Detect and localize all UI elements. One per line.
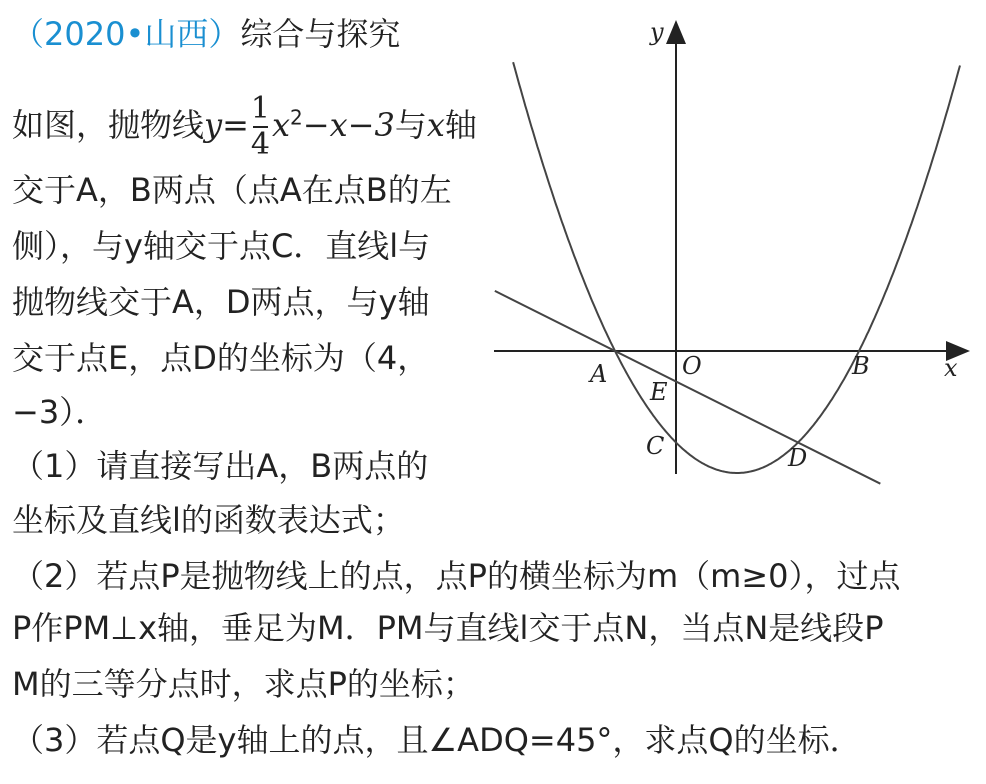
intro-text: 轴 (444, 106, 477, 144)
var-x: x (426, 106, 445, 144)
point-a-label: A (590, 360, 608, 388)
line-l (495, 291, 881, 484)
exponent: 2 (290, 105, 303, 130)
intro-line-6: −3）． (12, 393, 108, 431)
question-1-line-1: （1）请直接写出A，B两点的 (12, 447, 429, 485)
var-y: y (204, 106, 223, 144)
point-b-label: B (852, 352, 870, 380)
x-axis-label: x (944, 354, 958, 382)
fraction (251, 92, 270, 162)
intro-line-2: 交于A，B两点（点A在点B的左 (12, 171, 452, 209)
question-1-line-2: 坐标及直线l的函数表达式； (12, 501, 405, 539)
point-d-label: D (788, 444, 808, 472)
equals-sign: = (222, 106, 249, 144)
question-3-line-1: （3）若点Q是y轴上的点，且∠ADQ=45°，求点Q的坐标． (12, 721, 862, 759)
intro-line-4: 抛物线交于A，D两点，与y轴 (12, 283, 430, 321)
y-axis-label: y (650, 18, 664, 46)
parabola-figure (490, 10, 986, 490)
point-c-label: C (646, 432, 665, 460)
point-e-label: E (650, 378, 668, 406)
question-2-line-3: M的三等分点时，求点P的坐标； (12, 665, 475, 703)
question-2-line-2: P作PM⊥x轴，垂足为M．PM与直线l交于点N，当点N是线段P (12, 609, 884, 647)
intro-text: 与 (394, 106, 427, 144)
question-2-line-1: （2）若点P是抛物线上的点，点P的横坐标为m（m≥0），过点 (12, 557, 901, 595)
var-x: x (272, 106, 291, 144)
equation-rest: −x−3 (302, 106, 395, 144)
problem-source: （2020•山西） (12, 15, 241, 53)
intro-line-1 (12, 92, 477, 162)
intro-text: 如图，抛物线 (12, 106, 205, 144)
problem-header (12, 14, 400, 54)
origin-label: O (682, 352, 702, 380)
problem-title: 综合与探究 (240, 15, 401, 53)
intro-line-3: 侧），与y轴交于点C．直线l与 (12, 227, 431, 265)
fraction-numerator: 1 (250, 91, 270, 126)
intro-line-5: 交于点E，点D的坐标为（4， (12, 339, 430, 377)
fraction-denominator: 4 (250, 127, 270, 162)
